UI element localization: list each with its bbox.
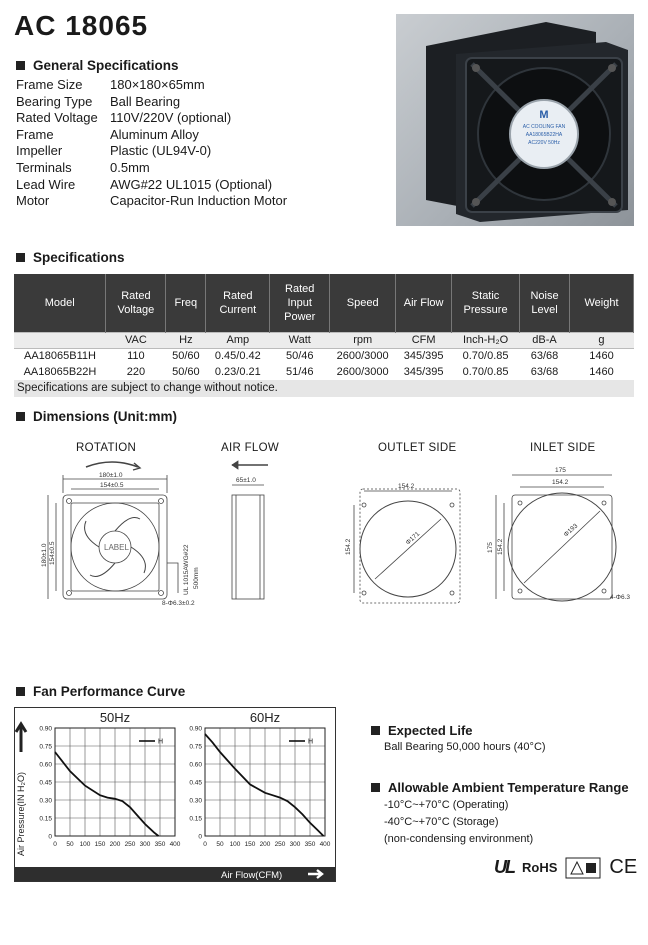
bullet-square-icon (371, 726, 380, 735)
wire-spec: UL 1015AWG#22 (183, 544, 190, 595)
perf-heading (16, 684, 185, 699)
wire-length: 500mm (193, 567, 200, 589)
life-title: Expected Life (388, 723, 473, 738)
x-tick-label: 150 (244, 841, 256, 848)
series-line (205, 734, 324, 836)
unit-cell: Inch-H₂O (452, 332, 520, 348)
life-text: Ball Bearing 50,000 hours (40°C) (384, 741, 546, 753)
spec-column-header: Weight (569, 274, 633, 332)
y-tick-label: 0.90 (39, 725, 52, 733)
air-flow-label: AIR FLOW (221, 442, 279, 454)
x-tick-label: 250 (274, 841, 286, 848)
dimensions-heading (16, 409, 177, 424)
perf-charts (15, 708, 335, 881)
table-cell: 50/60 (172, 350, 200, 363)
dim-180-vertical: 180±1.0 (41, 543, 48, 567)
table-row (14, 364, 634, 380)
spec-value: Aluminum Alloy (110, 126, 199, 142)
spec-value: 110V/220V (optional) (110, 110, 232, 126)
bullet-square-icon (16, 61, 25, 70)
spec-key: Bearing Type (16, 93, 93, 109)
spec-header-row (14, 274, 634, 332)
inlet-dim-154-vertical: 154.2 (497, 538, 504, 555)
x-tick-label: 200 (109, 841, 121, 848)
series-line (55, 752, 159, 836)
bullet-square-icon (371, 783, 380, 792)
table-cell: 220 (126, 366, 146, 378)
spec-note: Specifications are subject to change without notice. (14, 380, 634, 397)
unit-cell: Hz (166, 332, 206, 348)
spec-column-header: Noise Level (520, 274, 570, 332)
specs-title: Specifications (33, 250, 125, 265)
table-cell: 63/68 (530, 366, 559, 378)
table-cell: 0.70/0.85 (462, 350, 509, 363)
fan-label-text: LABEL (104, 543, 129, 552)
fan-illustration (396, 14, 634, 226)
y-tick-label: 0.90 (189, 725, 202, 733)
spec-column-header: Speed (330, 274, 396, 332)
up-arrow-icon (16, 724, 26, 752)
x-tick-label: 50 (216, 841, 224, 848)
dim-154: 154±0.5 (100, 482, 124, 489)
unit-cell: Watt (270, 332, 330, 348)
table-row (14, 348, 634, 364)
unit-cell: Amp (206, 332, 270, 348)
inlet-dim-175: 175 (555, 467, 566, 474)
ce-logo: CE (609, 856, 638, 878)
ambient-line: -10°C~+70°C (Operating) (384, 799, 509, 811)
y-tick-label: 0.15 (39, 815, 52, 823)
y-tick-label: 0.15 (189, 815, 202, 823)
spec-key: Lead Wire (16, 176, 76, 192)
table-cell: 2600/3000 (336, 350, 389, 363)
x-tick-label: 200 (259, 841, 271, 848)
mounting-holes: 8-Φ6.3±0.2 (162, 600, 195, 607)
x-tick-label: 300 (289, 841, 301, 848)
x-axis-label: Air Flow(CFM) (221, 870, 283, 881)
x-tick-label: 250 (124, 841, 136, 848)
x-tick-label: 350 (154, 841, 166, 848)
y-tick-label: 0.30 (39, 797, 52, 805)
y-tick-label: 0.60 (39, 761, 52, 769)
x-tick-label: 0 (203, 841, 207, 848)
spec-key: Terminals (16, 160, 72, 175)
spec-column-header: Model (14, 274, 106, 332)
x-tick-label: 100 (79, 841, 91, 848)
unit-cell: CFM (396, 332, 452, 348)
spec-key: Motor (16, 193, 50, 209)
photo-label-line: AA18065B22HA (525, 132, 563, 138)
spec-value: AWG#22 UL1015 (Optional) (110, 176, 273, 192)
spec-column-header: Rated Input Power (270, 274, 330, 332)
x-tick-label: 150 (94, 841, 106, 848)
rotation-arrow-icon (86, 462, 138, 467)
legend-label: H (158, 738, 164, 746)
photo-label-line: AC220V 50Hz (528, 140, 560, 146)
chart-title: 50Hz (99, 710, 131, 725)
table-cell: 1460 (589, 366, 614, 378)
cert-logos (494, 856, 637, 879)
bullet-square-icon (16, 253, 25, 262)
spec-key: Frame (16, 126, 54, 142)
spec-value: Capacitor-Run Induction Motor (110, 193, 288, 209)
x-tick-label: 400 (169, 841, 181, 848)
y-tick-label: 0 (48, 833, 52, 841)
inlet-dim-154: 154.2 (552, 479, 569, 486)
y-tick-label: 0.45 (39, 779, 52, 787)
table-cell: 1460 (589, 350, 614, 363)
life-heading (371, 723, 473, 738)
inlet-dim-175-vertical: 175 (487, 542, 494, 553)
y-axis-label: Air Pressure(IN H₂O) (16, 771, 26, 856)
spec-column-header: Static Pressure (452, 274, 520, 332)
dim-154-vertical: 154±0.5 (49, 541, 56, 565)
unit-cell (14, 332, 106, 348)
y-tick-label: 0.60 (189, 761, 202, 769)
unit-cell: dB-A (520, 332, 570, 348)
spec-column-header: Rated Current (206, 274, 270, 332)
rotation-label: ROTATION (76, 442, 137, 454)
unit-cell: g (569, 332, 633, 348)
x-tick-label: 50 (66, 841, 74, 848)
spec-table (14, 274, 634, 380)
spec-column-header: Freq (166, 274, 206, 332)
photo-label-line: AC COOLING FAN (522, 124, 566, 130)
general-specs-title: General Specifications (33, 58, 179, 73)
dimension-drawings (0, 455, 648, 620)
ambient-heading (371, 780, 629, 795)
x-tick-label: 300 (139, 841, 151, 848)
spec-value: 0.5mm (110, 160, 150, 175)
ambient-line: (non-condensing environment) (384, 833, 534, 845)
y-tick-label: 0.45 (189, 779, 202, 787)
spec-value: 180×180×65mm (110, 77, 205, 92)
table-cell: 110 (127, 350, 145, 363)
y-tick-label: 0.75 (189, 743, 202, 751)
outlet-diameter: Φ171 (404, 530, 422, 547)
table-cell: 2600/3000 (336, 366, 389, 378)
x-tick-label: 350 (304, 841, 316, 848)
page-title: AC 18065 (14, 10, 149, 41)
table-cell: AA18065B22H (23, 366, 97, 378)
legend-label: H (308, 738, 314, 746)
table-cell: AA18065B11H (23, 350, 96, 363)
bullet-square-icon (16, 412, 25, 421)
general-specs-heading (16, 58, 179, 73)
perf-title: Fan Performance Curve (33, 684, 186, 699)
ul-logo: UL (494, 857, 514, 877)
y-tick-label: 0 (198, 833, 202, 841)
outlet-side-label: OUTLET SIDE (378, 442, 457, 454)
chart-title: 60Hz (249, 710, 281, 725)
product-photo (396, 14, 634, 226)
table-cell: 0.70/0.85 (462, 366, 509, 378)
inlet-diameter: Φ193 (562, 522, 580, 539)
tuv-logo-icon (565, 857, 601, 879)
specs-heading (16, 250, 125, 265)
inlet-holes: 4-Φ6.3 (610, 594, 631, 601)
spec-key: Impeller (16, 143, 63, 159)
outlet-dim-154: 154.2 (398, 483, 415, 490)
ambient-title: Allowable Ambient Temperature Range (388, 780, 629, 795)
y-tick-label: 0.75 (39, 743, 52, 751)
rohs-logo: RoHS (522, 860, 558, 875)
inlet-side-label: INLET SIDE (530, 442, 596, 454)
dim-180: 180±1.0 (99, 472, 123, 479)
table-cell: 50/60 (172, 366, 200, 378)
x-tick-label: 100 (229, 841, 241, 848)
table-cell: 345/395 (403, 366, 444, 378)
units-row (14, 332, 634, 348)
spec-table-body (14, 332, 634, 380)
spec-column-header: Rated Voltage (106, 274, 166, 332)
table-cell: 345/395 (403, 350, 444, 363)
x-tick-label: 400 (319, 841, 331, 848)
bullet-square-icon (16, 687, 25, 696)
ambient-line: -40°C~+70°C (Storage) (384, 816, 499, 828)
table-cell: 50/46 (285, 350, 314, 363)
spec-key: Rated Voltage (16, 110, 98, 126)
table-cell: 0.45/0.42 (214, 350, 261, 363)
perf-chart-box (14, 707, 336, 882)
spec-value: Ball Bearing (110, 93, 181, 109)
unit-cell: rpm (330, 332, 396, 348)
y-tick-label: 0.30 (189, 797, 202, 805)
table-cell: 63/68 (530, 350, 559, 363)
outlet-dim-154-vertical: 154.2 (345, 538, 352, 555)
x-tick-label: 0 (53, 841, 57, 848)
dim-65: 65±1.0 (236, 477, 256, 484)
spec-value: Plastic (UL94V-0) (110, 143, 212, 159)
spec-key: Frame Size (16, 77, 83, 92)
unit-cell: VAC (106, 332, 166, 348)
dimensions-title: Dimensions (Unit:mm) (33, 409, 178, 424)
table-cell: 0.23/0.21 (214, 366, 261, 378)
photo-logo: M (539, 109, 549, 121)
table-cell: 51/46 (285, 366, 314, 378)
spec-column-header: Air Flow (396, 274, 452, 332)
